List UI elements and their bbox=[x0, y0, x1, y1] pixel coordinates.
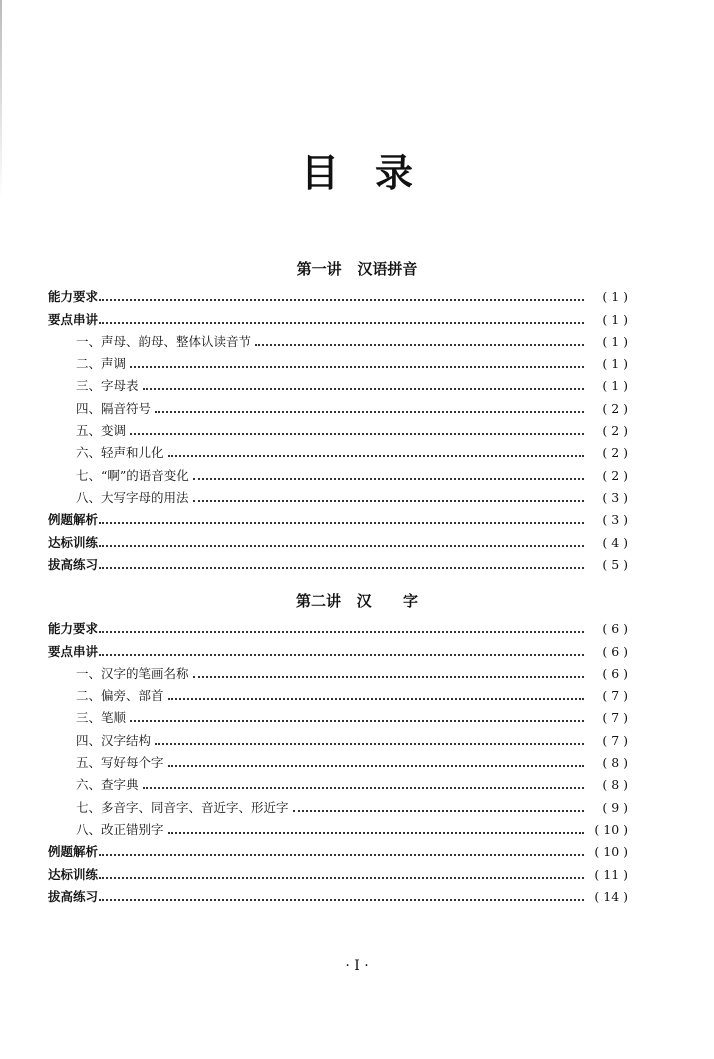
toc-entry[interactable] bbox=[48, 372, 628, 394]
toc-entry[interactable] bbox=[48, 484, 628, 506]
dot-leader bbox=[168, 832, 584, 834]
toc-entry[interactable] bbox=[48, 771, 628, 793]
toc-entry-label: 例题解析 bbox=[48, 512, 99, 528]
toc-entry-label: 一、声母、韵母、整体认读音节 bbox=[76, 333, 252, 349]
toc-entry-page: ( 2 ) bbox=[602, 400, 628, 416]
toc-entry-label: 六、查字典 bbox=[76, 777, 139, 793]
dot-leader bbox=[99, 854, 584, 856]
toc-entry-label: 五、变调 bbox=[76, 423, 127, 439]
dot-leader bbox=[99, 567, 584, 569]
toc-entry[interactable] bbox=[48, 749, 628, 771]
toc-entry-page: ( 1 ) bbox=[602, 311, 628, 327]
toc-entry-page: ( 9 ) bbox=[602, 799, 628, 815]
dot-leader bbox=[143, 787, 584, 789]
toc-entry[interactable] bbox=[48, 726, 628, 748]
toc-entry[interactable] bbox=[48, 860, 628, 882]
toc-entry[interactable] bbox=[48, 461, 628, 483]
toc-entry-page: ( 7 ) bbox=[602, 732, 628, 748]
toc-entry-page: ( 4 ) bbox=[602, 534, 628, 550]
toc-list-section-2 bbox=[48, 615, 628, 905]
toc-entry[interactable] bbox=[48, 637, 628, 659]
toc-entry-page: ( 14 ) bbox=[594, 888, 628, 904]
toc-entry-label: 拔高练习 bbox=[48, 888, 99, 904]
toc-entry-page: ( 3 ) bbox=[602, 512, 628, 528]
dot-leader bbox=[99, 299, 584, 301]
toc-entry-label: 六、轻声和儿化 bbox=[76, 445, 164, 461]
toc-entry-label: 要点串讲 bbox=[48, 643, 99, 659]
dot-leader bbox=[99, 631, 584, 633]
dot-leader bbox=[130, 720, 584, 722]
toc-entry-page: ( 7 ) bbox=[602, 688, 628, 704]
toc-entry-page: ( 5 ) bbox=[602, 556, 628, 572]
toc-entry[interactable] bbox=[48, 394, 628, 416]
dot-leader bbox=[193, 500, 584, 502]
toc-entry-label: 要点串讲 bbox=[48, 311, 99, 327]
toc-entry-label: 达标训练 bbox=[48, 534, 99, 550]
toc-entry[interactable] bbox=[48, 417, 628, 439]
dot-leader bbox=[130, 366, 584, 368]
toc-entry-page: ( 6 ) bbox=[602, 643, 628, 659]
toc-entry-label: 二、偏旁、部首 bbox=[76, 688, 164, 704]
toc-entry-label: 七、多音字、同音字、音近字、形近字 bbox=[76, 799, 289, 815]
toc-entry-page: ( 7 ) bbox=[602, 710, 628, 726]
dot-leader bbox=[168, 765, 584, 767]
toc-entry-label: 八、大写字母的用法 bbox=[76, 489, 189, 505]
toc-list-section-1 bbox=[48, 283, 628, 573]
toc-entry-page: ( 2 ) bbox=[602, 423, 628, 439]
toc-entry-label: 七、“啊”的语音变化 bbox=[76, 467, 189, 483]
toc-entry[interactable] bbox=[48, 328, 628, 350]
page-number: · I · bbox=[345, 958, 369, 974]
dot-leader bbox=[143, 388, 584, 390]
toc-entry-label: 能力要求 bbox=[48, 621, 99, 637]
toc-entry[interactable] bbox=[48, 283, 628, 305]
toc-entry-page: ( 3 ) bbox=[602, 489, 628, 505]
toc-entry-label: 例题解析 bbox=[48, 844, 99, 860]
toc-entry-label: 三、字母表 bbox=[76, 378, 139, 394]
toc-entry-page: ( 6 ) bbox=[602, 665, 628, 681]
toc-entry-page: ( 10 ) bbox=[594, 821, 628, 837]
dot-leader bbox=[99, 322, 584, 324]
toc-entry-page: ( 2 ) bbox=[602, 467, 628, 483]
section-heading-1: 第一讲 汉语拼音 bbox=[296, 260, 418, 278]
toc-entry[interactable] bbox=[48, 439, 628, 461]
dot-leader bbox=[193, 676, 584, 678]
toc-entry[interactable] bbox=[48, 615, 628, 637]
dot-leader bbox=[155, 743, 584, 745]
toc-entry-page: ( 10 ) bbox=[594, 844, 628, 860]
dot-leader bbox=[155, 411, 584, 413]
dot-leader bbox=[293, 810, 584, 812]
toc-entry-page: ( 2 ) bbox=[602, 445, 628, 461]
dot-leader bbox=[99, 654, 584, 656]
toc-entry-page: ( 11 ) bbox=[594, 866, 628, 882]
section-heading-2: 第二讲 汉 字 bbox=[295, 592, 418, 610]
toc-entry-label: 四、隔音符号 bbox=[76, 400, 152, 416]
toc-entry-label: 五、写好每个字 bbox=[76, 755, 164, 771]
toc-entry[interactable] bbox=[48, 682, 628, 704]
dot-leader bbox=[99, 899, 584, 901]
toc-entry-label: 一、汉字的笔画名称 bbox=[76, 665, 189, 681]
dot-leader bbox=[193, 478, 584, 480]
toc-entry-label: 能力要求 bbox=[48, 289, 99, 305]
dot-leader bbox=[130, 433, 584, 435]
dot-leader bbox=[99, 545, 584, 547]
toc-entry-label: 四、汉字结构 bbox=[76, 732, 152, 748]
dot-leader bbox=[168, 698, 584, 700]
toc-entry-page: ( 1 ) bbox=[602, 378, 628, 394]
toc-entry[interactable] bbox=[48, 883, 628, 905]
toc-entry-label: 二、声调 bbox=[76, 356, 127, 372]
toc-entry[interactable] bbox=[48, 704, 628, 726]
toc-entry[interactable] bbox=[48, 350, 628, 372]
toc-entry-page: ( 6 ) bbox=[602, 621, 628, 637]
page-title: 目录 bbox=[300, 150, 449, 195]
toc-entry[interactable] bbox=[48, 506, 628, 528]
dot-leader bbox=[255, 344, 584, 346]
toc-entry[interactable] bbox=[48, 528, 628, 550]
dot-leader bbox=[99, 877, 584, 879]
toc-entry-page: ( 8 ) bbox=[602, 777, 628, 793]
toc-entry[interactable] bbox=[48, 305, 628, 327]
toc-entry[interactable] bbox=[48, 660, 628, 682]
toc-entry-label: 三、笔顺 bbox=[76, 710, 127, 726]
toc-entry-page: ( 8 ) bbox=[602, 755, 628, 771]
toc-entry[interactable] bbox=[48, 838, 628, 860]
dot-leader bbox=[99, 522, 584, 524]
toc-entry[interactable] bbox=[48, 816, 628, 838]
toc-entry[interactable] bbox=[48, 551, 628, 573]
toc-entry-label: 达标训练 bbox=[48, 866, 99, 882]
toc-entry-label: 八、改正错别字 bbox=[76, 821, 164, 837]
toc-entry-page: ( 1 ) bbox=[602, 289, 628, 305]
toc-entry-page: ( 1 ) bbox=[602, 333, 628, 349]
toc-entry-page: ( 1 ) bbox=[602, 356, 628, 372]
dot-leader bbox=[168, 455, 584, 457]
toc-entry-label: 拔高练习 bbox=[48, 556, 99, 572]
toc-entry[interactable] bbox=[48, 793, 628, 815]
